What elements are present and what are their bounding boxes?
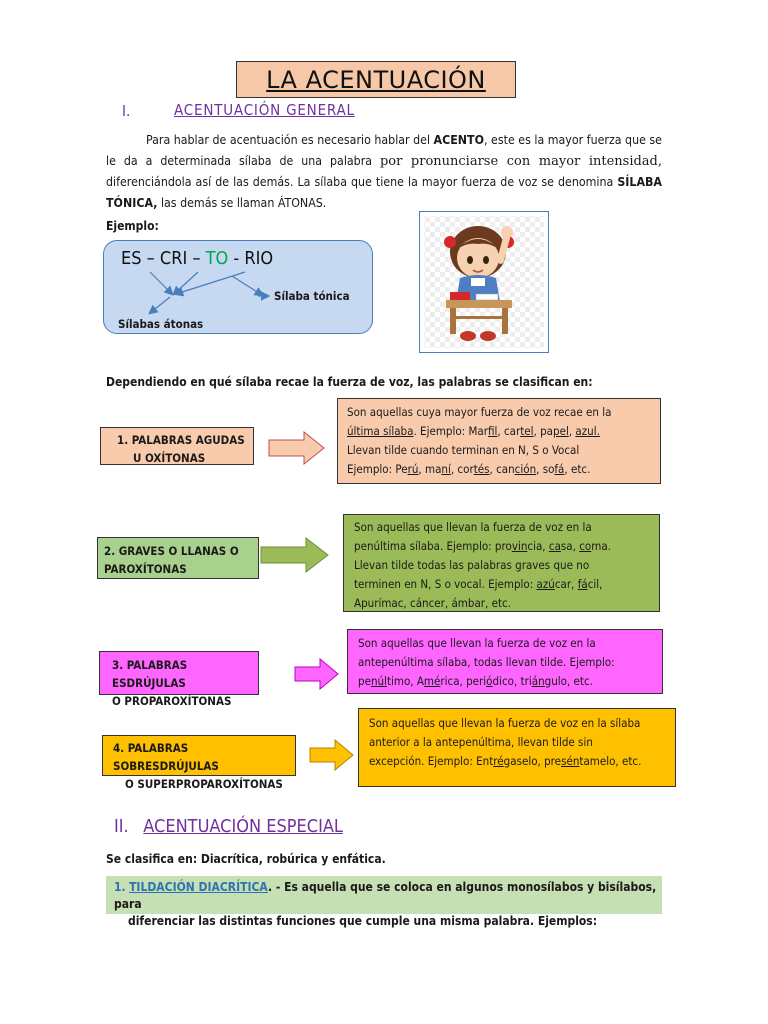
agudas-ex-1b: fil (487, 424, 498, 438)
graves-ex2-1c: car, (554, 577, 578, 591)
example-word (121, 248, 273, 269)
graves-ex-1c: cia, (527, 539, 549, 553)
esdrujulas-label-line2: O PROPAROXÍTONAS (112, 694, 232, 708)
agudas-ex2-5b: fá (554, 462, 565, 476)
esdrujulas-definition-box (347, 629, 663, 694)
graves-ex-1b: vin (511, 539, 528, 553)
esdrujulas-def-line1: Son aquellas que llevan la fuerza de voz en la (358, 636, 596, 650)
sobresdrujulas-ex-1b: ré (493, 754, 504, 768)
section2-number: II. (114, 816, 129, 837)
agudas-ultima-silaba: última sílaba (347, 424, 414, 438)
intro-text-4: las demás se llaman ÁTONAS. (157, 196, 327, 210)
agudas-ex-1a: . Ejemplo: Mar (413, 424, 488, 438)
graves-label-line1: 2. GRAVES O LLANAS O (104, 544, 239, 558)
agudas-ex2-1a: Ejemplo: Pe (347, 462, 408, 476)
example-word-b: - RIO (228, 248, 274, 269)
esdrujulas-label-line1: 3. PALABRAS ESDRÚJULAS (112, 658, 188, 690)
sobresdrujulas-def-line1: Son aquellas que llevan la fuerza de voz en la sílaba (369, 716, 641, 730)
agudas-def-line3: Llevan tilde cuando terminan en N, S o Vocal (347, 443, 580, 457)
agudas-ex2-4b: ción (514, 462, 537, 476)
agudas-ex-sep: , (568, 424, 576, 438)
classification-intro: Dependiendo en qué sílaba recae la fuerza de voz, las palabras se clasifican en: (106, 375, 593, 389)
graves-ex-2a: ca (548, 539, 561, 553)
intro-text-3: diferenciándola así de las demás. La sílaba que tiene la mayor fuerza de voz se denomina (106, 175, 618, 189)
agudas-arrow-icon (268, 431, 326, 465)
classification-special: Se clasifica en: Diacrítica, robúrica y enfática. (106, 852, 386, 866)
agudas-ex2-4a: , can (489, 462, 515, 476)
graves-ex-3a: co (579, 539, 592, 553)
agudas-ex2-2a: , ma (418, 462, 442, 476)
agudas-ex-4: azul. (575, 424, 600, 438)
graves-def-line1: Son aquellas que llevan la fuerza de voz en la (354, 520, 592, 534)
section1-title: ACENTUACIÓN GENERAL (174, 101, 355, 119)
esdrujulas-ex-4a: dico, tri (492, 674, 532, 688)
agudas-ex-3a: , pa (533, 424, 554, 438)
intro-silaba-tonica: SÍLABA TÓNICA, (106, 175, 662, 210)
esdrujulas-def-line2: antepenúltima sílaba, todas llevan tilde. Ejemplo: (358, 655, 615, 669)
diacritica-number: 1. (114, 880, 126, 894)
girl-at-desk-image (419, 211, 549, 353)
section2-heading (114, 816, 343, 837)
sobresdrujulas-ex-2b: sén (561, 754, 580, 768)
graves-ex-1a: penúltima sílaba. Ejemplo: pro (354, 539, 512, 553)
agudas-ex2-1b: rú (407, 462, 419, 476)
esdrujulas-ex-3b: ó (486, 674, 493, 688)
graves-ex2-1b: azú (536, 577, 555, 591)
agudas-ex2-3b: tés (473, 462, 490, 476)
graves-ex-3b: ma. (591, 539, 611, 553)
agudas-ex-2b: tel (520, 424, 534, 438)
diacritica-text-1: . - Es aquella que se coloca en algunos monosílabos y bisílabos, para (114, 880, 657, 911)
agudas-ex2-end: , etc. (564, 462, 591, 476)
graves-def-line3: Llevan tilde todas las palabras graves que no (354, 558, 590, 572)
esdrujulas-ex-2b: mé (423, 674, 441, 688)
esdrujulas-ex-1a: pe (358, 674, 371, 688)
girl-at-desk-illustration (420, 212, 548, 352)
agudas-label-line2: U OXÍTONAS (133, 451, 206, 465)
intro-paragraph (106, 130, 662, 214)
esdrujulas-ex-4c: gulo, etc. (544, 674, 593, 688)
section1-heading (122, 101, 355, 120)
title-box (236, 61, 516, 98)
sobresdrujulas-label-line2: O SUPERPROPAROXÍTONAS (125, 777, 283, 791)
graves-ex2-2a: fá (577, 577, 588, 591)
esdrujulas-label-box (99, 651, 259, 708)
graves-def-line5: Apurímac, cáncer, ámbar, etc. (354, 596, 512, 610)
esdrujulas-arrow-icon (294, 658, 340, 690)
agudas-ex2-5a: , so (536, 462, 555, 476)
agudas-ex-2a: , car (497, 424, 521, 438)
agudas-label-line1: 1. PALABRAS AGUDAS (117, 433, 245, 447)
graves-label-line2: PAROXÍTONAS (104, 562, 187, 576)
graves-ex-2b: sa, (560, 539, 580, 553)
diacritica-text (114, 879, 659, 930)
example-label: Ejemplo: (106, 219, 159, 233)
tonic-syllable-label: Sílaba tónica (274, 289, 350, 303)
agudas-label-box (100, 427, 254, 465)
sobresdrujulas-ex-1a: excepción. Ejemplo: Ent (369, 754, 494, 768)
esdrujulas-ex-4b: án (531, 674, 545, 688)
graves-ex2-1a: terminen en N, S o vocal. Ejemplo: (354, 577, 537, 591)
diacritica-link[interactable]: TILDACIÓN DIACRÍTICA (129, 880, 269, 894)
example-word-a: ES – CRI – (121, 248, 206, 269)
example-word-tonic: TO (205, 248, 229, 269)
sobresdrujulas-def-line2: anterior a la antepenúltima, llevan tilde sin (369, 735, 593, 749)
graves-ex2-2b: cil, (587, 577, 603, 591)
agudas-def-line1: Son aquellas cuya mayor fuerza de voz recae en la (347, 405, 612, 419)
graves-label-box (97, 537, 259, 579)
agudas-ex-3b: pel (553, 424, 569, 438)
diacritica-text-2: diferenciar las distintas funciones que cumple una misma palabra. Ejemplos: (128, 914, 598, 928)
esdrujulas-ex-3a: rica, peri (440, 674, 487, 688)
intro-text-2: , este es la mayor fuerza que se le da a determinada sílaba de una palabra (106, 133, 662, 168)
sobresdrujulas-definition-box (358, 708, 676, 787)
esdrujulas-ex-1b: núl (370, 674, 387, 688)
intro-text-1: Para hablar de acentuación es necesario hablar del (146, 133, 434, 147)
atonic-syllables-label: Sílabas átonas (118, 317, 204, 331)
esdrujulas-ex-2a: timo, A (386, 674, 424, 688)
sobresdrujulas-arrow-icon (309, 739, 355, 771)
graves-arrow-icon (260, 537, 330, 573)
page-title: LA ACENTUACIÓN (266, 65, 486, 94)
sobresdrujulas-label-box (102, 735, 296, 791)
section1-number: I. (122, 102, 131, 120)
sobresdrujulas-ex-2a: gaselo, pre (503, 754, 562, 768)
section2-title: ACENTUACIÓN ESPECIAL (143, 816, 343, 837)
intro-text-serif: por pronunciarse con mayor intensidad, (379, 154, 662, 169)
sobresdrujulas-ex-2c: tamelo, etc. (579, 754, 642, 768)
graves-definition-box (343, 514, 660, 612)
agudas-definition-box (337, 398, 661, 484)
agudas-ex2-2b: ní (441, 462, 451, 476)
intro-acento: ACENTO (433, 133, 484, 147)
agudas-ex2-3a: , cor (450, 462, 474, 476)
sobresdrujulas-label-line1: 4. PALABRAS SOBRESDRÚJULAS (113, 741, 219, 773)
